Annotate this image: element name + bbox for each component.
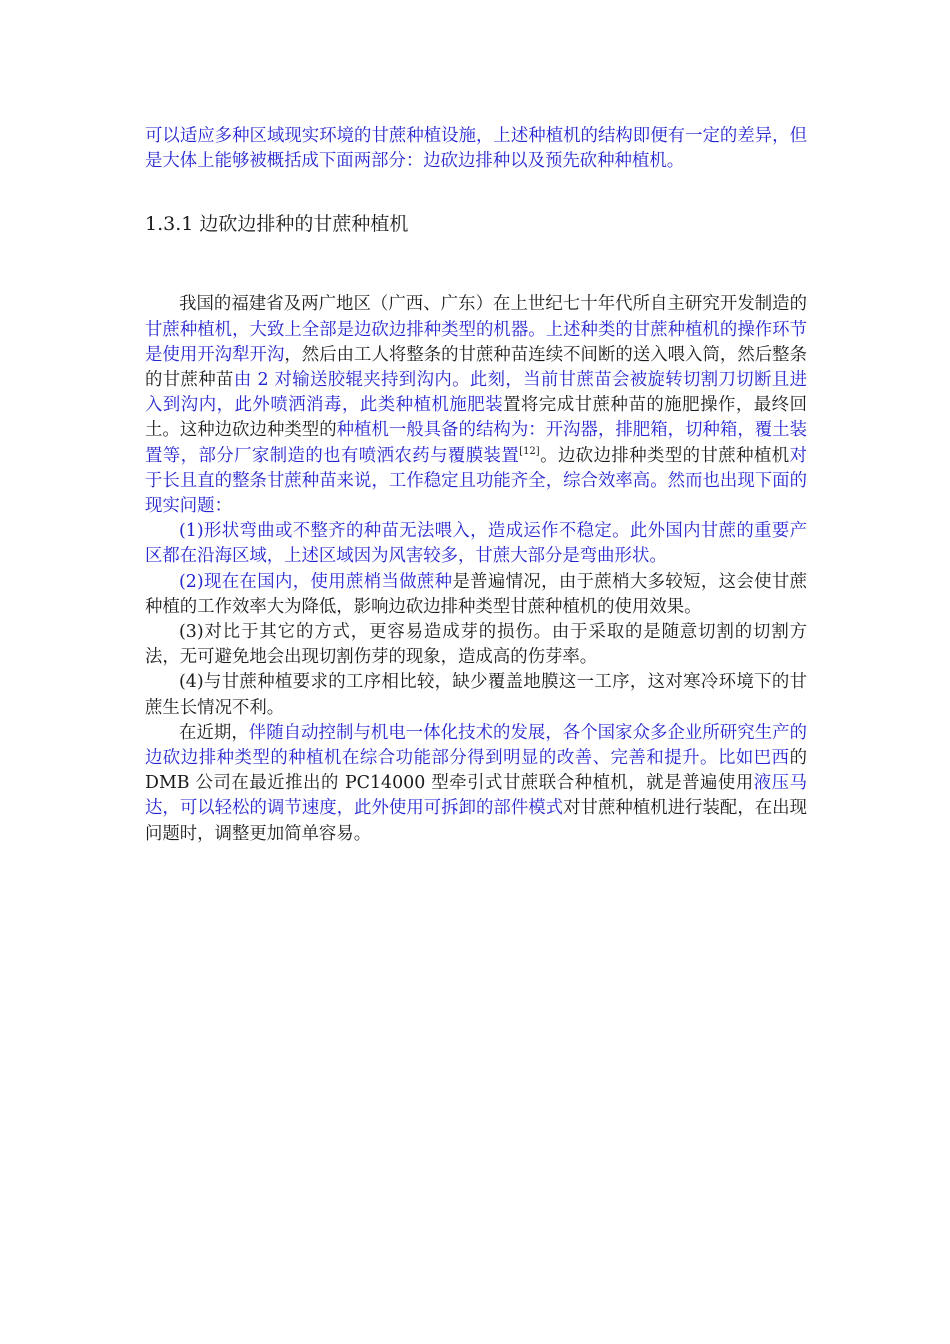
p6-text-5: 对甘蔗种植机进行装配，在出现问题时，调整更加简单容易。 xyxy=(145,798,807,844)
p1-text-8: 对于长且直的整条甘蔗种苗来说，工作稳定且功能齐全，综合效率高。然而也出现下面的现实问题： xyxy=(145,445,807,517)
paragraph-3 xyxy=(145,570,807,620)
p6-text-1: 在近期， xyxy=(179,722,249,743)
p2-text-1: (1)形状弯曲或不整齐的种苗无法喂入，造成运作不稳定。此外国内甘蔗的重要产区都在沿海区域，上述区域因为风害较多，甘蔗大部分是弯曲形状。 xyxy=(145,521,807,567)
section-heading: 1.3.1 边砍边排种的甘蔗种植机 xyxy=(145,213,409,236)
p1-text-2: 甘蔗种植机，大致上全部是边砍边排种类型的机器。上述种类的甘蔗种植机的操作环节是使用开沟犁开沟 xyxy=(145,319,807,365)
paragraph-5 xyxy=(145,670,807,720)
p1-text-6: 种植机一般具备的结构为：开沟器，排肥箱，切种箱，覆土装置等，部分厂家制造的也有喷洒农药与覆膜装置 xyxy=(145,420,807,466)
p4-text-1: (3)对比于其它的方式，更容易造成芽的损伤。由于采取的是随意切割的切割方法，无可避免地会出现切割伤芽的现象，造成高的伤芽率。 xyxy=(145,622,807,668)
paragraph-6 xyxy=(145,721,807,847)
p6-text-3: 的 DMB 公司在最近推出的 PC14000 型牵引式甘蔗联合种植机，就是普遍使用 xyxy=(145,748,807,794)
p1-text-1: 我国的福建省及两广地区（广西、广东）在上世纪七十年代所自主研究开发制造的 xyxy=(179,294,807,315)
section-spacer xyxy=(145,238,807,292)
p1-text-7: 。边砍边排种类型的甘蔗种植机 xyxy=(539,445,790,466)
paragraph-2 xyxy=(145,519,807,569)
intro-paragraph xyxy=(145,124,807,174)
intro-text: 可以适应多种区域现实环境的甘蔗种植设施，上述种植机的结构即便有一定的差异，但是大体上能够被概括成下面两部分：边砍边排种以及预先砍种种植机。 xyxy=(145,126,807,172)
paragraph-4 xyxy=(145,620,807,670)
p6-text-2: 伴随自动控制与机电一体化技术的发展，各个国家众多企业所研究生产的边砍边排种类型的种植机在综合功能部分得到明显的改善、完善和提升。比如巴西 xyxy=(145,722,807,769)
paragraph-1 xyxy=(145,292,807,519)
p3-text-2: 是普遍情况，由于蔗梢大多较短，这会使甘蔗种植的工作效率大为降低，影响边砍边排种类型甘蔗种植机的使用效果。 xyxy=(145,571,807,617)
p5-text-1: (4)与甘蔗种植要求的工序相比较，缺少覆盖地膜这一工序，这对寒冷环境下的甘蔗生长情况不利。 xyxy=(145,672,807,718)
document-body xyxy=(145,124,807,847)
p6-text-4: 液压马达，可以轻松的调节速度，此外使用可拆卸的部件模式 xyxy=(145,773,807,819)
citation-12: [12] xyxy=(519,445,540,457)
p1-text-3: ，然后由工人将整条的甘蔗种苗连续不间断的送入喂入筒，然后整条的甘蔗种苗 xyxy=(145,344,807,391)
p1-text-4: 由 2 对输送胶辊夹持到沟内。此刻，当前甘蔗苗会被旋转切割刀切断且进入到沟内，此外喷洒消毒，此类种植机施肥装 xyxy=(145,370,807,416)
p3-text-1: (2)现在在国内，使用蔗梢当做蔗种 xyxy=(179,571,453,592)
p1-text-5: 置将完成甘蔗种苗的施肥操作，最终回土。这种边砍边种类型的 xyxy=(145,395,807,441)
